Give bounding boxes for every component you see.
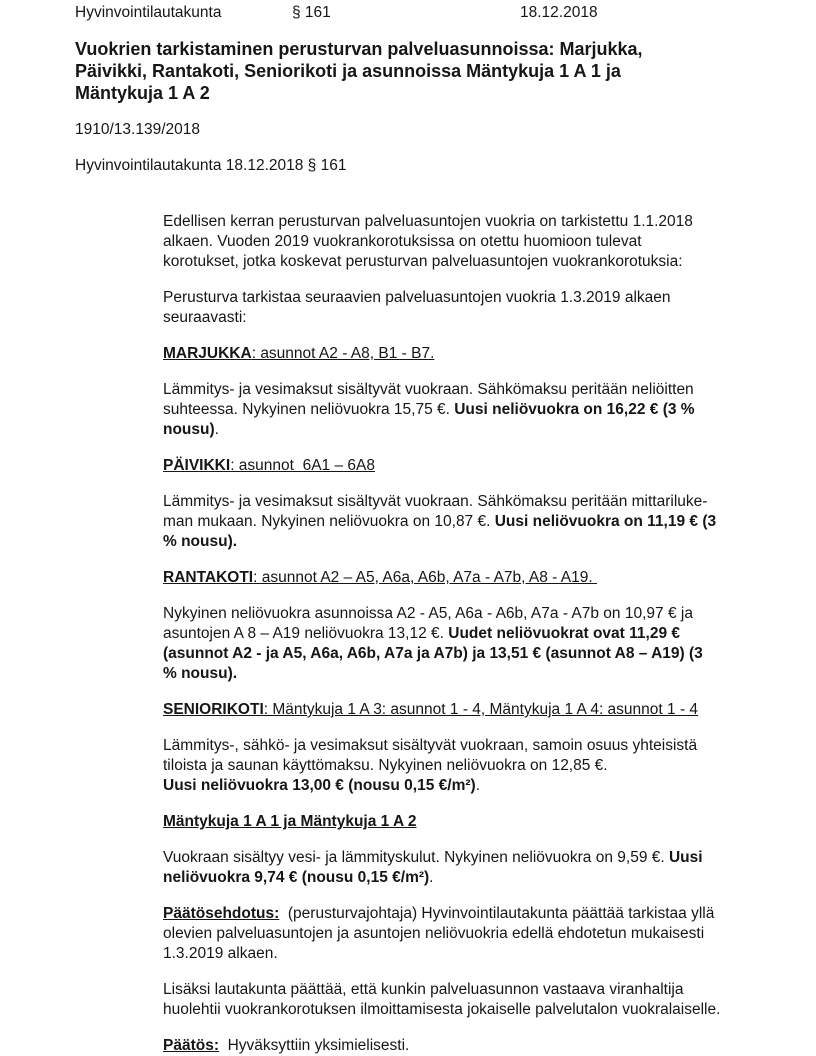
text-segment: % nousu). xyxy=(163,665,238,682)
text-segment: Mäntykuja 1 A 1 ja Mäntykuja 1 A 2 xyxy=(163,813,417,830)
text-line xyxy=(163,1036,788,1056)
seniorikoti-heading xyxy=(163,700,788,720)
text-segment: huolehtii vuokrankorotuksen ilmoittamisesta jokaiselle palvelutalon vuokralaiselle. xyxy=(163,1001,721,1018)
text-segment: Lämmitys- ja vesimaksut sisältyvät vuokraan. Sähkömaksu peritään neliöitten xyxy=(163,381,694,398)
text-segment: : asunnot 6A1 – 6A8 xyxy=(230,457,375,474)
marjukka-heading xyxy=(163,344,788,364)
case-number: 1910/13.139/2018 xyxy=(75,121,200,138)
seniorikoti-paragraph xyxy=(163,736,788,796)
text-line xyxy=(163,212,788,232)
text-segment: Uudet neliövuokrat ovat 11,29 € xyxy=(448,625,680,642)
rantakoti-heading xyxy=(163,568,788,588)
text-line xyxy=(163,400,788,420)
decision-proposal-paragraph xyxy=(163,904,788,964)
text-segment: (asunnot A2 - ja A5, A6a, A6b, A7a ja A7b) ja 13,51 € (asunnot A8 – A19) (3 xyxy=(163,645,703,662)
text-segment: : asunnot A2 – A5, A6a, A6b, A7a - A7b, A8 - A19. xyxy=(253,569,597,586)
text-line xyxy=(163,232,788,252)
header-date: 18.12.2018 xyxy=(520,4,598,21)
text-segment: Perusturva tarkistaa seuraavien palveluasuntojen vuokria 1.3.2019 alkaen xyxy=(163,289,671,306)
document-body xyxy=(163,212,788,1056)
header-section-mark: § 161 xyxy=(292,4,331,21)
rantakoti-paragraph xyxy=(163,604,788,684)
text-segment: Uusi neliövuokra on 16,22 € (3 % xyxy=(454,401,695,418)
decision-paragraph xyxy=(163,1036,788,1056)
text-line xyxy=(163,568,788,588)
document-title xyxy=(75,38,788,104)
paivikki-heading xyxy=(163,456,788,476)
text-segment: suhteessa. Nykyinen neliövuokra 15,75 €. xyxy=(163,401,455,418)
text-segment: man mukaan. Nykyinen neliövuokra on 10,87 €. xyxy=(163,513,495,530)
text-segment: Uusi neliövuokra 13,00 € (nousu 0,15 €/m²) xyxy=(163,777,476,794)
marjukka-paragraph xyxy=(163,380,788,440)
text-line xyxy=(163,604,788,624)
text-segment: SENIORIKOTI xyxy=(163,701,264,718)
text-segment: Lämmitys-, sähkö- ja vesimaksut sisältyvät vuokraan, samoin osuus yhteisistä xyxy=(163,737,698,754)
text-line xyxy=(163,868,788,888)
text-segment: olevien palveluasuntojen ja asuntojen neliövuokria edellä ehdotetun mukaisesti xyxy=(163,925,705,942)
text-segment: : Mäntykuja 1 A 3: asunnot 1 - 4, Mäntykuja 1 A 4: asunnot 1 - 4 xyxy=(263,701,699,718)
text-line xyxy=(163,420,788,440)
paivikki-paragraph xyxy=(163,492,788,552)
text-line xyxy=(163,904,788,924)
intro-paragraph xyxy=(163,212,788,272)
text-line xyxy=(163,980,788,1000)
text-segment: MARJUKKA xyxy=(163,345,252,362)
text-segment: alkaen. Vuoden 2019 vuokrankorotuksissa on otettu huomioon tulevat xyxy=(163,233,642,250)
text-line xyxy=(163,812,788,832)
text-segment: . xyxy=(214,421,219,438)
mantykuja-paragraph xyxy=(163,848,788,888)
adjustment-scope-paragraph xyxy=(163,288,788,328)
text-line xyxy=(163,924,788,944)
text-line xyxy=(163,492,788,512)
text-segment: Edellisen kerran perusturvan palveluasuntojen vuokria on tarkistettu 1.1.2018 xyxy=(163,213,693,230)
page-header xyxy=(75,4,788,22)
text-line xyxy=(163,1000,788,1020)
text-line xyxy=(163,624,788,644)
text-segment: Hyväksyttiin yksimielisesti. xyxy=(219,1037,410,1054)
text-line xyxy=(163,644,788,664)
text-segment: Uusi neliövuokra on 11,19 € (3 xyxy=(494,513,717,530)
title-line: Mäntykuja 1 A 2 xyxy=(75,83,210,103)
additional-decision-paragraph xyxy=(163,980,788,1020)
mantykuja-heading xyxy=(163,812,788,832)
text-segment: tiloista ja saunan käyttömaksu. Nykyinen neliövuokra on 12,85 €. xyxy=(163,757,608,774)
text-line xyxy=(163,944,788,964)
text-line xyxy=(163,456,788,476)
text-line xyxy=(163,756,788,776)
text-segment: 1.3.2019 alkaen. xyxy=(163,945,278,962)
text-segment: Päätösehdotus: xyxy=(163,905,280,922)
text-line xyxy=(163,664,788,684)
title-line: Päivikki, Rantakoti, Seniorikoti ja asunnoissa Mäntykuja 1 A 1 ja xyxy=(75,61,621,81)
text-segment: Lämmitys- ja vesimaksut sisältyvät vuokraan. Sähkömaksu peritään mittariluke- xyxy=(163,493,708,510)
text-line xyxy=(163,308,788,328)
text-line xyxy=(163,776,788,796)
text-segment: nousu) xyxy=(163,421,215,438)
text-line xyxy=(163,380,788,400)
text-line xyxy=(163,252,788,272)
text-line xyxy=(163,512,788,532)
text-segment: . xyxy=(429,869,434,886)
text-segment: RANTAKOTI xyxy=(163,569,254,586)
text-line xyxy=(163,288,788,308)
text-segment: asuntojen A 8 – A19 neliövuokra 13,12 €. xyxy=(163,625,449,642)
text-segment: Päätös: xyxy=(163,1037,219,1054)
text-segment: korotukset, jotka koskevat perusturvan palveluasuntojen vuokrankorotuksia: xyxy=(163,253,683,270)
text-segment: PÄIVIKKI xyxy=(163,457,231,474)
header-committee: Hyvinvointilautakunta xyxy=(75,4,222,21)
text-line xyxy=(163,736,788,756)
text-line xyxy=(163,848,788,868)
text-segment: neliövuokra 9,74 € (nousu 0,15 €/m²) xyxy=(163,869,430,886)
text-segment: Nykyinen neliövuokra asunnoissa A2 - A5, A6a - A6b, A7a - A7b on 10,97 € ja xyxy=(163,605,693,622)
meeting-reference: Hyvinvointilautakunta 18.12.2018 § 161 xyxy=(75,157,347,174)
text-segment: Vuokraan sisältyy vesi- ja lämmityskulut. Nykyinen neliövuokra on 9,59 €. xyxy=(163,849,669,866)
text-segment: seuraavasti: xyxy=(163,309,247,326)
text-line xyxy=(163,344,788,364)
text-segment: : asunnot A2 - A8, B1 - B7. xyxy=(251,345,435,362)
text-line xyxy=(163,532,788,552)
text-segment: (perusturvajohtaja) Hyvinvointilautakunta päättää tarkistaa yllä xyxy=(279,905,715,922)
text-segment: Uusi xyxy=(668,849,703,866)
text-segment: Lisäksi lautakunta päättää, että kunkin palveluasunnon vastaava viranhaltija xyxy=(163,981,684,998)
text-line xyxy=(163,700,788,720)
text-segment: % nousu). xyxy=(163,533,238,550)
title-line: Vuokrien tarkistaminen perusturvan palveluasunnoissa: Marjukka, xyxy=(75,39,643,59)
text-segment: . xyxy=(475,777,480,794)
